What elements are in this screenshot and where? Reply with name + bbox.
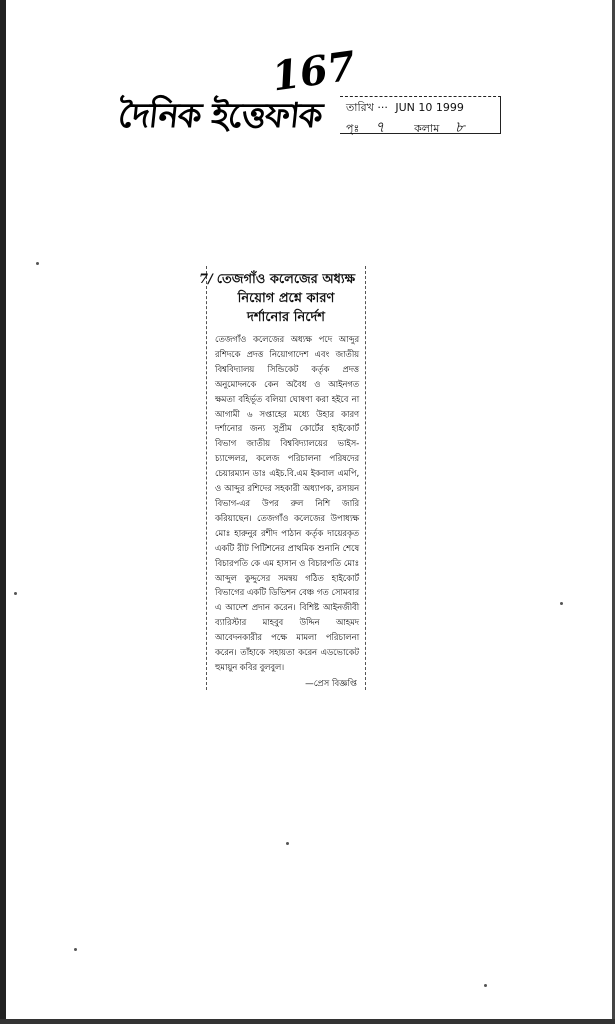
stamp-date-label: তারিখ ··· (346, 101, 388, 114)
scan-speck (484, 984, 487, 987)
article-byline: —প্রেস বিজ্ঞপ্তি (305, 678, 357, 689)
headline-line: দর্শানোর নির্দেশ (247, 310, 325, 325)
stamp-page-row (346, 116, 465, 141)
scan-edge-bottom (0, 1019, 615, 1024)
headline-line: নিয়োগ প্রশ্নে কারণ (237, 291, 335, 306)
stamp-date-value: JUN 10 1999 (395, 101, 464, 114)
scan-speck (14, 592, 17, 595)
handwritten-archive-number: 167 (269, 42, 359, 101)
stamp-page-value: ৭ (374, 118, 385, 136)
stamp-page-label: পৃঃ (346, 122, 360, 135)
newspaper-masthead: দৈনিক ইত্তেফাক (116, 96, 324, 136)
margin-mark: 7/ (199, 272, 213, 287)
stamp-column-label: কলাম (414, 122, 440, 135)
news-clipping (199, 266, 366, 690)
scan-speck (286, 842, 289, 845)
scan-edge-left (0, 0, 6, 1024)
stamp-column-value: ৮ (454, 118, 465, 136)
article-body: তেজগাঁও কলেজের অধ্যক্ষ পদে আব্দুর রশিদকে প্রদত্ত নিয়োগাদেশ এবং জাতীয় বিশ্ববিদ্যালয় সিন্ডিকেট কর্তৃক প্রদত্ত অনুমোদনকে কেন অবৈধ ও আইনগত ক্ষমতা বহির্ভূত বলিয়া ঘোষণা করা হইবে না আগামী ৬ সপ্তাহের মধ্যে উহার কারণ দর্শানোর জন্য সুপ্রীম কোর্টের হাইকোর্ট বিভাগ জাতীয় বিশ্ববিদ্যালয়ের ভাইস-চ্যান্সেলর, কলেজ পরিচালনা পরিষদের চেয়ারম্যান ডাঃ এইচ.বি.এম ইকবাল এমপি, ও আব্দুর রশিদের সহকারী অধ্যাপক, রসায়ন বিভাগ-এর উপর রুল নিশি জারি করিয়াছেন। তেজগাঁও কলেজের উপাধ্যক্ষ মোঃ হারুনুর রশীদ পাঠান কর্তৃক দায়েরকৃত একটি রীট পিটিশনের প্রাথমিক শুনানি শেষে বিচারপতি কে এম হাসান ও বিচারপতি মোঃ আব্দুল কুদ্দুসের সমন্বয় গঠিত হাইকোর্ট বিভাগের একটি ডিভিশন বেঞ্চ গত সোমবার এ আদেশ প্রদান করেন। বিশিষ্ট আইনজীবী ব্যারিস্টার মাহবুব উদ্দিন আহমদ আবেদনকারীর পক্ষে মামলা পরিচালনা করেন। তাঁহাকে সহায়তা করেন এডভোকেট হুমায়ুন কবির বুলবুল। (215, 335, 359, 673)
headline-line: তেজগাঁও কলেজের অধ্যক্ষ (216, 272, 356, 287)
scan-speck (36, 262, 39, 265)
scan-speck (560, 602, 563, 605)
date-stamp (340, 96, 501, 134)
scan-speck (74, 948, 77, 951)
article-headline (199, 270, 365, 327)
